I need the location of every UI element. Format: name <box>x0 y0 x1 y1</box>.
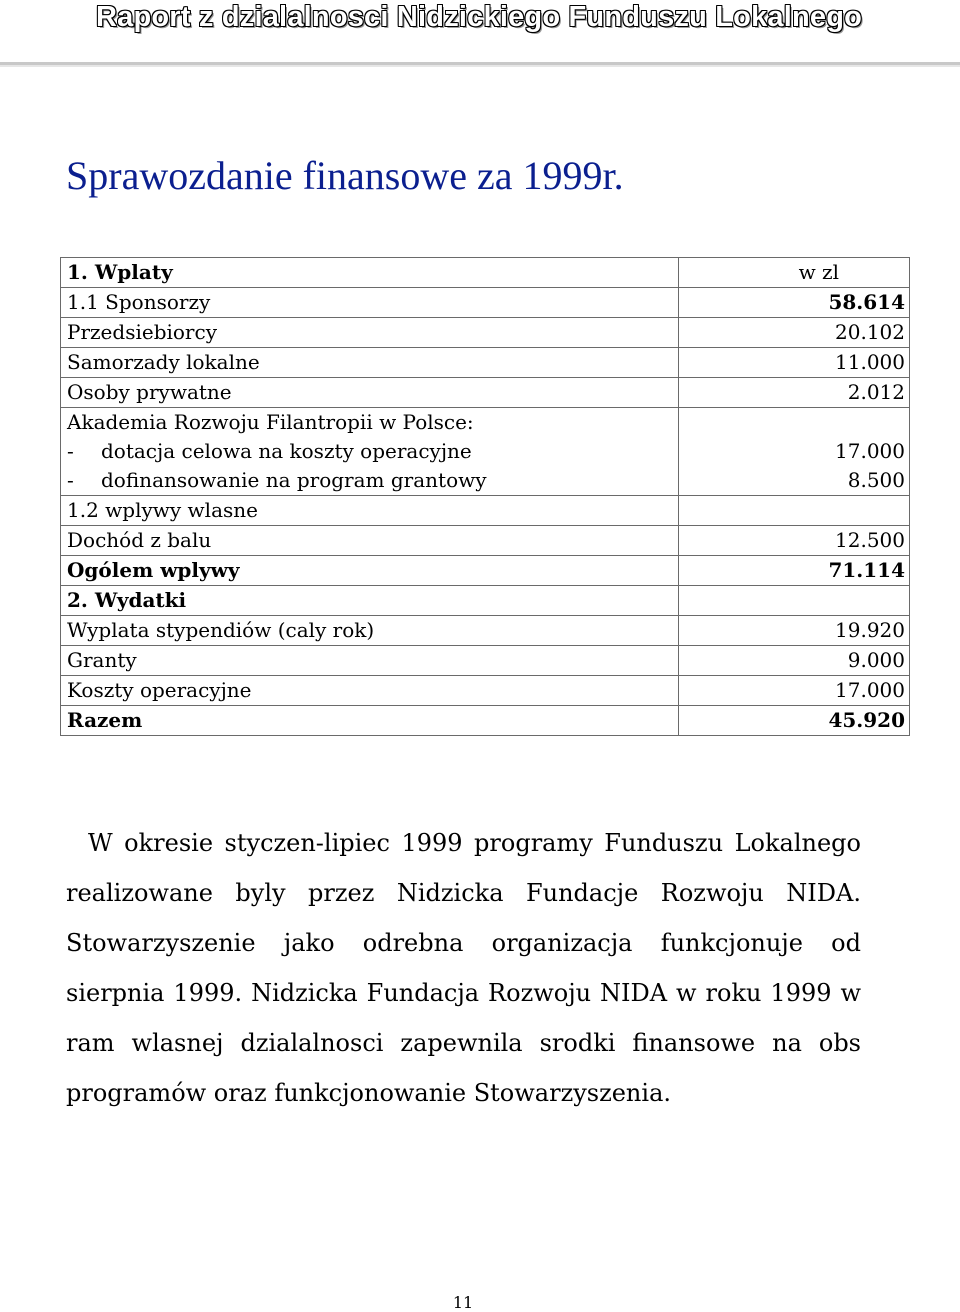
table-row <box>61 526 910 556</box>
dash-marker: - <box>67 468 74 492</box>
own-income-label: 1.2 wplywy wlasne <box>61 496 679 526</box>
scholarships-label: Wyplata stypendiów (caly rok) <box>61 616 679 646</box>
academy-value-empty <box>679 408 910 438</box>
table-row <box>61 348 910 378</box>
table-row <box>61 556 910 586</box>
expenses-heading-value <box>679 586 910 616</box>
section-title: Sprawozdanie finansowe za 1999r. <box>66 153 624 198</box>
entrepreneurs-value: 20.102 <box>679 318 910 348</box>
table-row <box>61 706 910 736</box>
sponsors-label: 1.1 Sponsorzy <box>61 288 679 318</box>
academy-line1-value: 17.000 <box>679 437 910 466</box>
page-number: 11 <box>452 1293 474 1312</box>
grants-value: 9.000 <box>679 646 910 676</box>
own-income-value <box>679 496 910 526</box>
income-heading: 1. Wplaty <box>61 258 679 288</box>
ball-income-label: Dochód z balu <box>61 526 679 556</box>
table-row <box>61 258 910 288</box>
sponsors-value: 58.614 <box>679 288 910 318</box>
academy-line2-label: dofinansowanie na program grantowy <box>101 468 487 492</box>
summary-text: W okresie styczen-lipiec 1999 programy Funduszu Lokalnego realizowane byly przez Nidzicka Fundacje Rozwoju NIDA. Stowarzyszenie jako odrebna organizacja funkcjonuje od sierpnia 1999. Nidzicka Fundacja Rozwoju NIDA w roku 1999 w ram wlasnej dzialalnosci zapewnila srodki finansowe na obs programów oraz funkcjonowanie Stowarzyszenia. <box>66 829 861 1107</box>
table-row <box>61 437 910 466</box>
total-label: Razem <box>61 706 679 736</box>
private-value: 2.012 <box>679 378 910 408</box>
local-govs-value: 11.000 <box>679 348 910 378</box>
grants-label: Granty <box>61 646 679 676</box>
total-income-label: Ogólem wplywy <box>61 556 679 586</box>
table-row <box>61 408 910 438</box>
total-income-value: 71.114 <box>679 556 910 586</box>
academy-label: Akademia Rozwoju Filantropii w Polsce: <box>61 408 679 438</box>
report-title: Raport z dzialalnosci Nidzickiego Funduszu Lokalnego <box>96 1 863 33</box>
table-row <box>61 378 910 408</box>
operating-costs-value: 17.000 <box>679 676 910 706</box>
table-row <box>61 288 910 318</box>
ball-income-value: 12.500 <box>679 526 910 556</box>
academy-line1-label: dotacja celowa na koszty operacyjne <box>101 439 472 463</box>
table-row <box>61 496 910 526</box>
operating-costs-label: Koszty operacyjne <box>61 676 679 706</box>
private-label: Osoby prywatne <box>61 378 679 408</box>
financial-table <box>60 257 910 736</box>
table-row <box>61 466 910 496</box>
academy-line2-value: 8.500 <box>679 466 910 496</box>
scholarships-value: 19.920 <box>679 616 910 646</box>
total-value: 45.920 <box>679 706 910 736</box>
expenses-heading: 2. Wydatki <box>61 586 679 616</box>
table-row <box>61 616 910 646</box>
currency-unit: w zl <box>679 258 910 288</box>
table-row <box>61 586 910 616</box>
academy-line2 <box>61 466 679 496</box>
table-row <box>61 676 910 706</box>
entrepreneurs-label: Przedsiebiorcy <box>61 318 679 348</box>
summary-paragraph <box>66 818 861 1118</box>
table-row <box>61 318 910 348</box>
dash-marker: - <box>67 439 74 463</box>
academy-line1 <box>61 437 679 466</box>
local-govs-label: Samorzady lokalne <box>61 348 679 378</box>
table-row <box>61 646 910 676</box>
page-header <box>0 0 960 65</box>
